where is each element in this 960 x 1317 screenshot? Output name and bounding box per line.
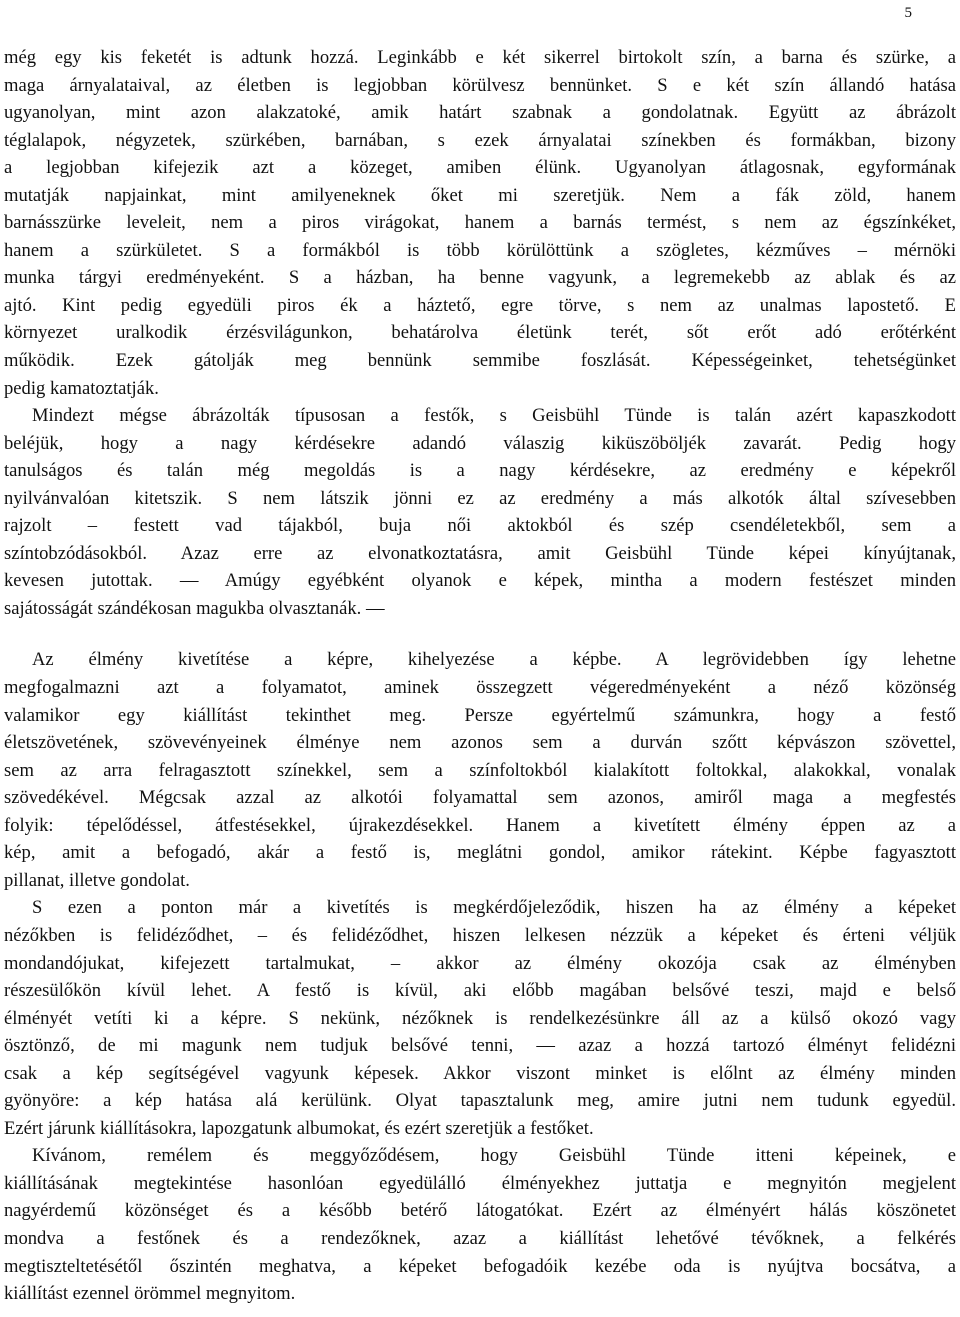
text-line: pillanat, illetve gondolat. (4, 869, 190, 891)
text-line: beléjük, hogy a nagy kérdésekre adandó válaszig kiküszöböljék zavarát. Pedig hogy (4, 432, 956, 454)
text-line: megtiszteltetésétől őszintén meghatva, a képeket befogadóik kezébe oda is nyújtva bocsátva, a (4, 1255, 956, 1277)
paragraph (4, 894, 956, 1142)
text-line: csak a kép segítségével vagyunk képesek. Akkor viszont minket is előlnt az élmény minden (4, 1062, 956, 1084)
text-line: kiállításának megtekintése hasonlóan egyedülálló élményekhez juttatja e megnyitón megjelent (4, 1172, 956, 1194)
text-line: maga árnyalataival, az életben is legjobban körülvesz bennünket. S e két szín állandó hatása (4, 74, 956, 96)
text-line: megfogalmazni azt a folyamatot, aminek összegzett végeredményeként a néző közönség (4, 677, 956, 699)
text-line: sem az arra felragasztott színekkel, sem a színfoltokból kialakított foltokkal, alakokkal, vonalak (4, 759, 956, 781)
text-line: barnásszürke leveleit, nem a piros virágokat, hanem a barnás termést, s nem az égszínkéket, (4, 212, 956, 234)
text-line: mondandójukat, kifejezett tartalmukat, – akkor az élmény okozója csak az élményben (4, 952, 956, 974)
text-line: ösztönző, de mi magunk nem tudjuk belsővé tenni, — azaz a hozzá tartozó élményt felidézni (4, 1035, 956, 1057)
text-line: rajzolt – festett vad tájakból, buja női aktokból és szép csendéletekből, sem a (4, 515, 956, 537)
paragraph (4, 402, 956, 622)
text-line: a legjobban kifejezik azt a közeget, amiben élünk. Ugyanolyan átlagosnak, egyformának (4, 157, 956, 179)
text-line: működik. Ezek gátolják meg bennünk semmibe foszlását. Képességeinket, tehetségünket (4, 350, 956, 372)
paragraph (4, 646, 956, 894)
text-line: tanulságos és talán még megoldás is a nagy kérdésekre, az eredmény e képekről (4, 460, 956, 482)
text-line: kevesen jutottak. — Amúgy egyébként olyanok e képek, mintha a modern festészet minden (4, 570, 956, 592)
body-text (4, 44, 956, 1308)
text-line: mutatják napjainkat, mint amilyeneknek őket mi szeretjük. Nem a fák zöld, hanem (4, 184, 956, 206)
text-line: kép, amit a befogadó, akár a festő is, meglátni gondol, amikor rátekint. Képbe fagyasztott (4, 842, 956, 864)
text-line: nagyérdemű közönséget és a később betérő látogatókat. Ezért az élményért hálás köszönetet (4, 1200, 956, 1222)
paragraph (4, 44, 956, 402)
text-line: Az élmény kivetítése a képre, kihelyezése a képbe. A legrövidebben így lehetne (32, 649, 956, 671)
text-line: nézőkben is felidéződhet, – és felidéződhet, hiszen lelkesen nézzük a képeket és érteni véljük (4, 924, 956, 946)
text-line: téglalapok, négyzetek, szürkében, barnában, s ezek árnyalatai színekben és formákban, bizony (4, 129, 956, 151)
text-line: Kívánom, remélem és meggyőződésem, hogy Geisbühl Tünde itteni képeinek, e (32, 1145, 956, 1167)
text-line: ugyanolyan, mint azon alakzatoké, amik határt szabnak a gondolatnak. Együtt az ábrázolt (4, 102, 956, 124)
text-line: színtobzódásokból. Azaz erre az elvonatkoztatásra, amit Geisbühl Tünde képei kínyújtanak, (4, 542, 956, 564)
text-line: szövedékével. Mégcsak azzal az alkotói folyamattal sem azonos, amiről maga a megfestés (4, 787, 956, 809)
paragraph (4, 1142, 956, 1307)
text-line: élményét vetíti ki a képre. S nekünk, nézőknek is rendelkezésünkre áll az a külső okozó vagy (4, 1007, 956, 1029)
text-line: Mindezt mégse ábrázolták típusosan a festők, s Geisbühl Tünde is talán azért kapaszkodott (32, 405, 956, 427)
text-line: életszövetének, szövevényeinek élménye nem azonos sem a durván szőtt képvászon szövettel, (4, 732, 956, 754)
text-line: valamikor egy kiállítást tekinthet meg. Persze egyértelmű számunkra, hogy a festő (4, 704, 956, 726)
text-line: nyilvánvalóan kitetszik. S nem látszik jönni ez az eredmény a más alkotók által szívesebben (4, 487, 956, 509)
text-line: gyönyöre: a kép hatása alá kerülünk. Olyat tapasztalunk meg, amire jutni nem tudunk egyedül. (4, 1090, 956, 1112)
text-line: környezet uralkodik érzésvilágunkon, behatárolva életünk terét, sőt erőt adó erőtérként (4, 322, 956, 344)
text-line: ajtó. Kint pedig egyedüli piros ék a háztető, egre törve, s nem az unalmas lapostető. E (4, 294, 956, 316)
text-line: kiállítást ezennel örömmel megnyitom. (4, 1283, 296, 1305)
text-line: sajátosságát szándékosan magukba olvasztanák. — (4, 597, 385, 619)
text-line: S ezen a ponton már a kivetítés is megkérdőjeleződik, hiszen ha az élmény a képeket (32, 897, 956, 919)
text-line: Ezért járunk kiállításokra, lapozgatunk albumokat, és ezért szeretjük a festőket. (4, 1117, 594, 1139)
text-line: pedig kamatoztatják. (4, 377, 159, 399)
text-line: részesülőkön kívül lehet. A festő is kívül, aki előbb magában belsővé teszi, majd e belső (4, 980, 956, 1002)
text-line: még egy kis feketét is adtunk hozzá. Leginkább e két sikerrel birtokolt szín, a barna és szürke, a (4, 47, 956, 68)
text-line: hanem a szürkületet. S a formákból is több körülöttünk a szögletes, kézműves – mérnöki (4, 239, 956, 261)
text-line: mondva a festőnek és a rendezőknek, azaz a kiállítást lehetővé tévőknek, a felkérés (4, 1227, 956, 1249)
page-number: 5 (904, 5, 912, 21)
paragraph-gap (4, 622, 956, 646)
text-line: munka tárgyi eredményeként. S a házban, ha benne vagyunk, a legremekebb az ablak és az (4, 267, 956, 289)
text-line: folyik: tépelődéssel, átfestésekkel, újrakezdésekkel. Hanem a kivetített élmény éppen az a (4, 814, 956, 836)
